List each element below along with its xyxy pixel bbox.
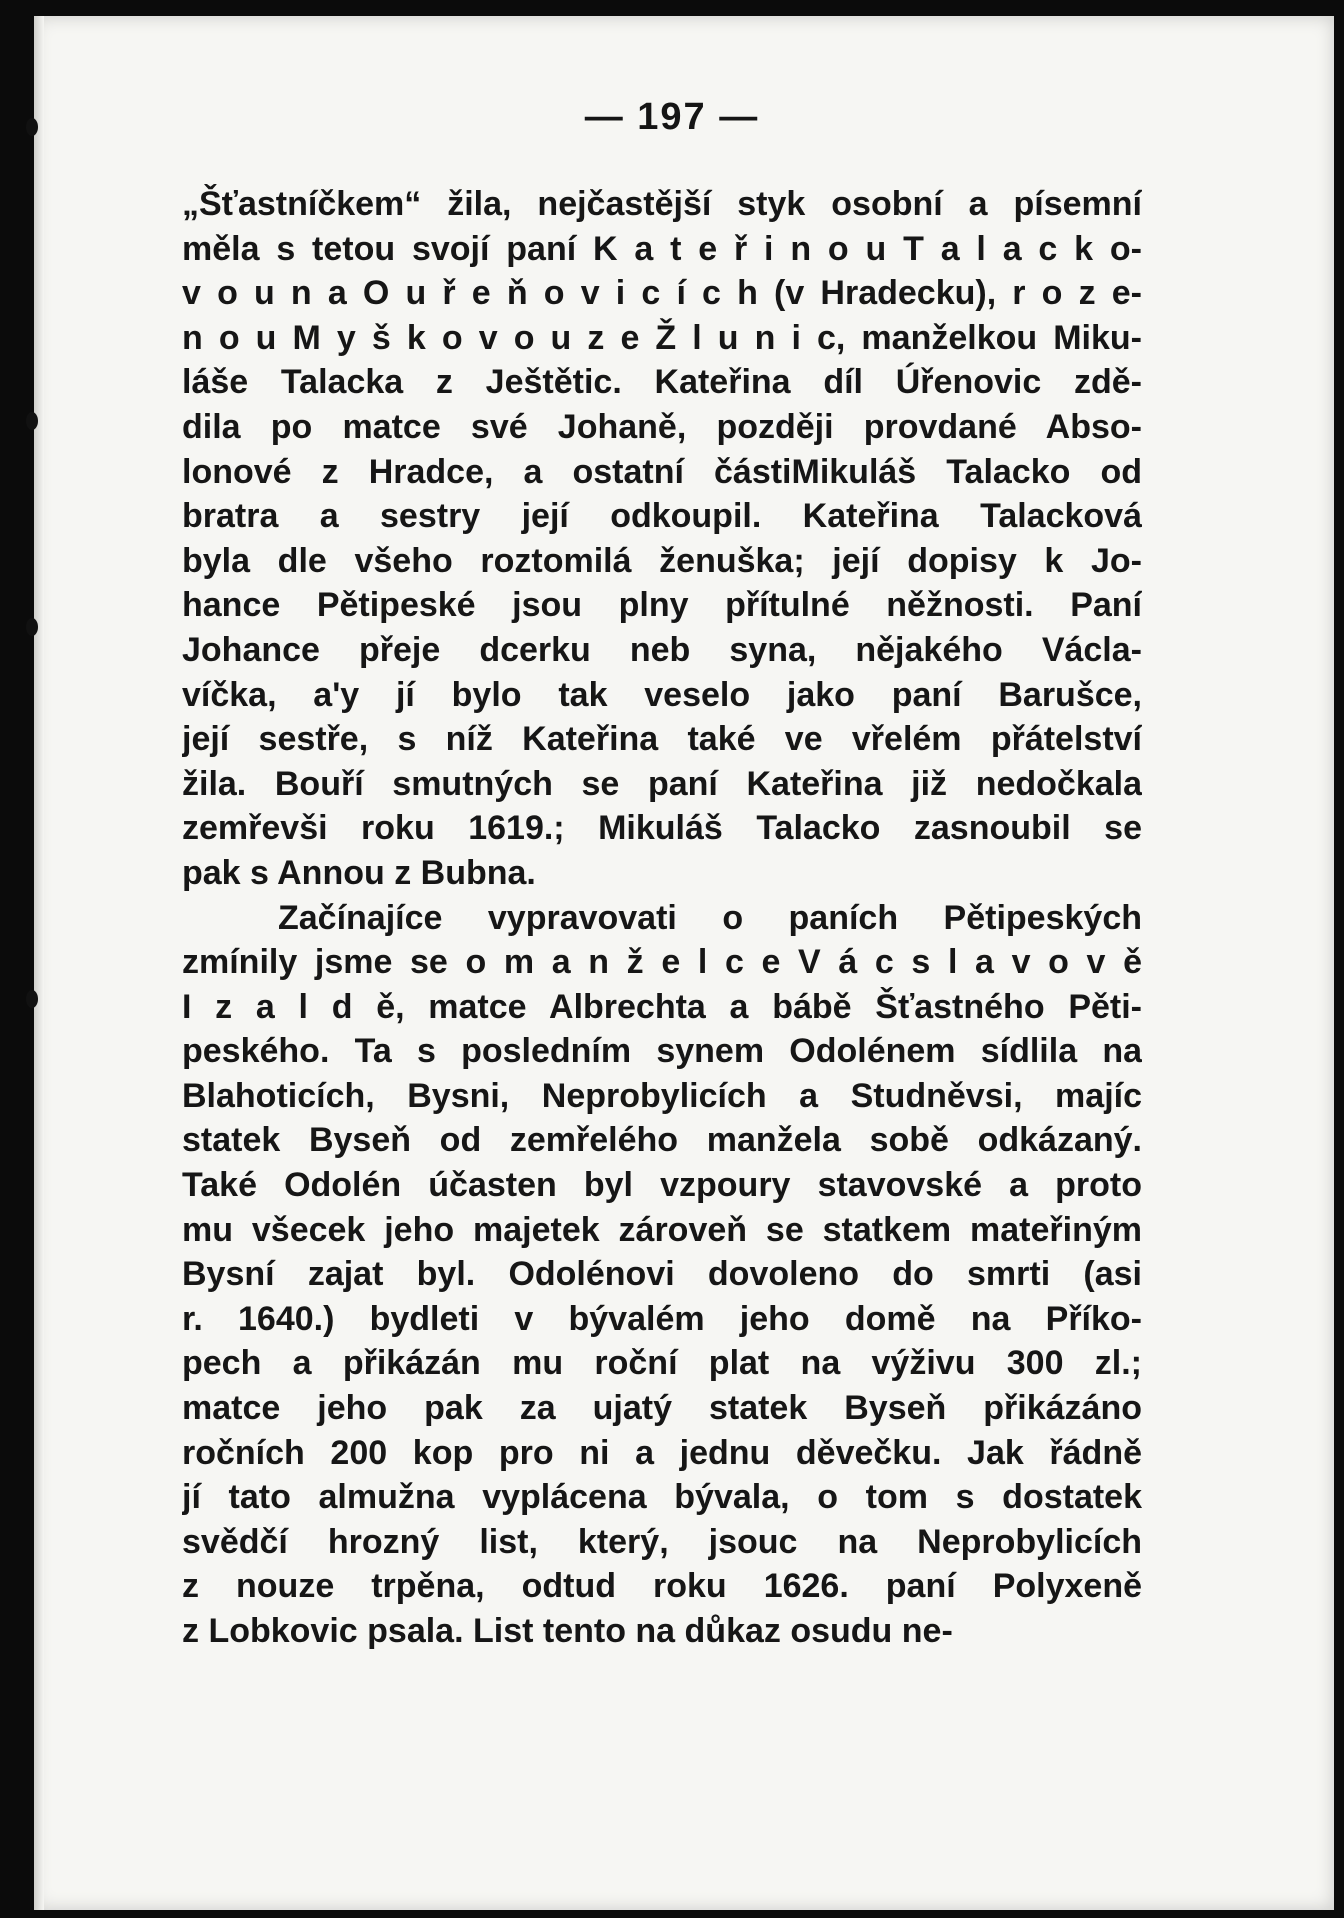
text-line: Blahoticích, Bysni, Neprobylicích a Studněvsi, majíc bbox=[182, 1076, 1142, 1115]
text-line: lonové z Hradce, a ostatní částiMikuláš Talacko od bbox=[182, 452, 1142, 491]
text-line: v o u n a O u ř e ň o v i c í c h (v Hradecku), r o z e- bbox=[182, 274, 1142, 313]
text-line: Také Odolén účasten byl vzpoury stavovské a proto bbox=[182, 1166, 1142, 1205]
text-line: žila. Bouří smutných se paní Kateřina již nedočkala bbox=[182, 764, 1142, 803]
text-line: z nouze trpěna, odtud roku 1626. paní Polyxeně bbox=[182, 1567, 1142, 1606]
text-line: Johance přeje dcerku neb syna, nějakého Václa- bbox=[182, 630, 1142, 669]
text-line: zmínily jsme se o m a n ž e l c e V á c s l a v o v ě bbox=[182, 943, 1142, 982]
text-line: hance Pětipeské jsou plny přítulné něžnosti. Paní bbox=[182, 586, 1142, 625]
page-number: — 197 — bbox=[584, 96, 760, 138]
binding-hole-mark bbox=[26, 618, 38, 636]
text-line: byla dle všeho roztomilá ženuška; její dopisy k Jo- bbox=[182, 541, 1142, 580]
text-line: pak s Annou z Bubna. bbox=[182, 853, 536, 892]
body-text bbox=[182, 182, 1142, 1654]
text-line: měla s tetou svojí paní K a t e ř i n o u T a l a c k o- bbox=[182, 229, 1142, 268]
text-line: ročních 200 kop pro ni a jednu děvečku. Jak řádně bbox=[182, 1433, 1142, 1472]
text-line: jí tato almužna vyplácena bývala, o tom s dostatek bbox=[182, 1478, 1142, 1517]
text-line: zemřevši roku 1619.; Mikuláš Talacko zasnoubil se bbox=[182, 809, 1142, 848]
text-line: peského. Ta s posledním synem Odolénem sídlila na bbox=[182, 1032, 1142, 1071]
text-line: Bysní zajat byl. Odolénovi dovoleno do smrti (asi bbox=[182, 1255, 1142, 1294]
text-line: její sestře, s níž Kateřina také ve vřelém přátelství bbox=[182, 720, 1142, 759]
text-line: matce jeho pak za ujatý statek Byseň přikázáno bbox=[182, 1389, 1142, 1428]
binding-hole-mark bbox=[26, 990, 38, 1008]
text-line: svědčí hrozný list, který, jsouc na Neprobylicích bbox=[182, 1522, 1142, 1561]
text-line: bratra a sestry její odkoupil. Kateřina Talacková bbox=[182, 497, 1142, 536]
text-line: „Šťastníčkem“ žila, nejčastější styk osobní a písemní bbox=[182, 185, 1142, 223]
text-line: Začínajíce vypravovati o paních Pětipeských bbox=[278, 898, 1142, 937]
text-line: statek Byseň od zemřelého manžela sobě odkázaný. bbox=[182, 1121, 1142, 1160]
text-line: pech a přikázán mu roční plat na výživu 300 zl.; bbox=[182, 1344, 1142, 1383]
text-line: víčka, a'y jí bylo tak veselo jako paní Barušce, bbox=[182, 675, 1142, 714]
text-line: n o u M y š k o v o u z e Ž l u n i c, manželkou Miku- bbox=[182, 318, 1142, 357]
text-line: mu všecek jeho majetek zároveň se statkem mateřiným bbox=[182, 1210, 1142, 1249]
text-line: z Lobkovic psala. List tento na důkaz osudu ne- bbox=[182, 1612, 953, 1650]
binding-marks bbox=[18, 0, 54, 1918]
text-line: láše Talacka z Ještětic. Kateřina díl Úřenovic zdě- bbox=[182, 363, 1142, 402]
binding-hole-mark bbox=[26, 412, 38, 430]
text-line: dila po matce své Johaně, později provdané Abso- bbox=[182, 407, 1142, 446]
text-line: r. 1640.) bydleti v bývalém jeho domě na Příko- bbox=[182, 1299, 1142, 1338]
text-line: I z a l d ě, matce Albrechta a bábě Šťastného Pěti- bbox=[182, 987, 1142, 1026]
